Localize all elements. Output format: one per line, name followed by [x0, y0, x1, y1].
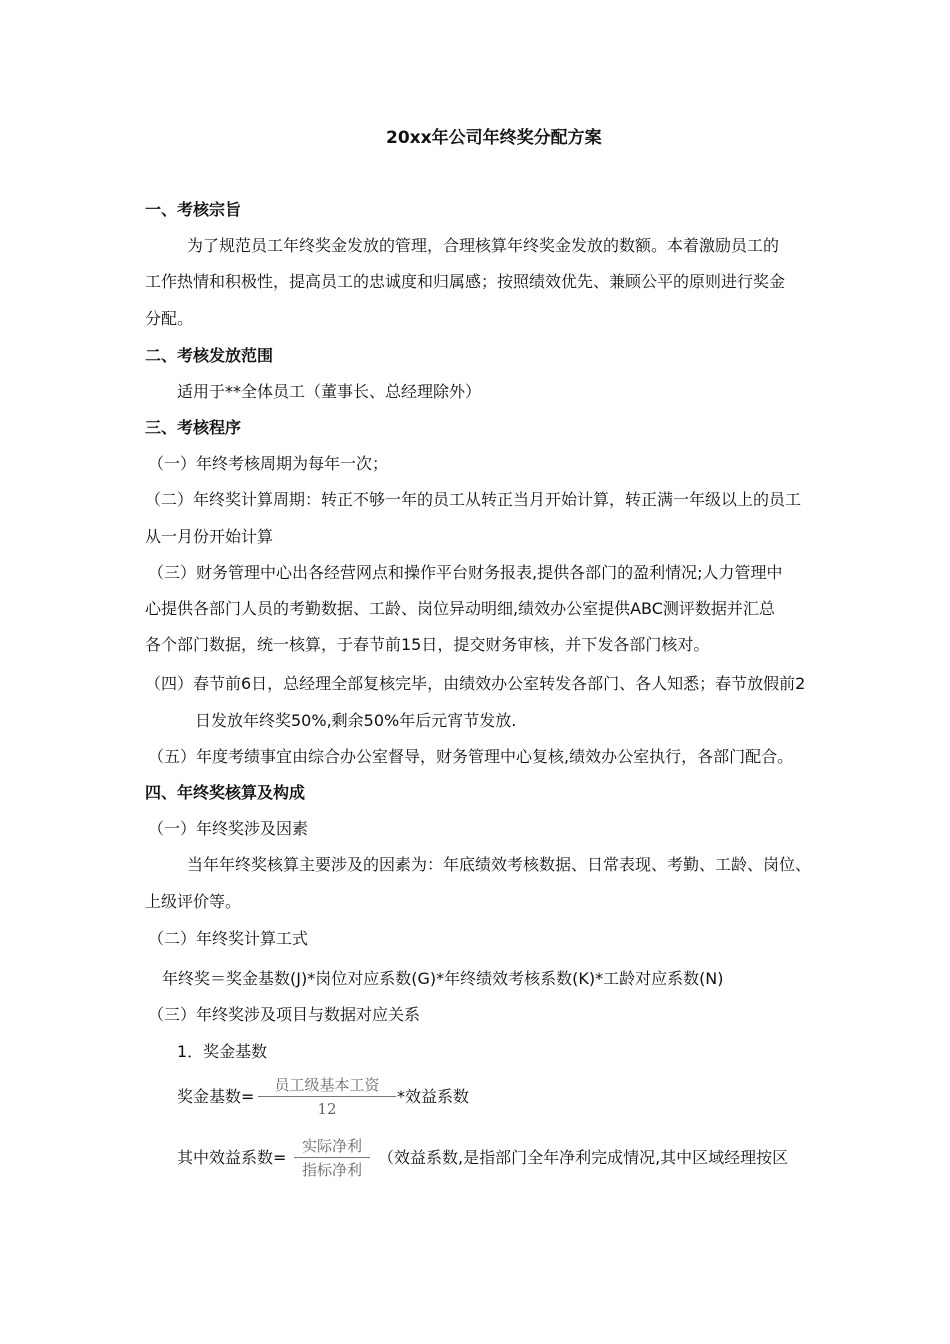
base-formula-label: 奖金基数= [177, 1087, 255, 1106]
procedure-item: （五）年度考绩事宜由综合办公室督导，财务管理中心复核,绩效办公室执行，各部门配合。 [148, 747, 794, 766]
procedure-item: （一）年终考核周期为每年一次； [148, 454, 389, 473]
list-item: 1．奖金基数 [177, 1042, 268, 1061]
efficiency-formula-label: 其中效益系数= [177, 1148, 287, 1167]
fraction-numerator: 员工级基本工资 [274, 1076, 380, 1094]
fraction-denominator: 指标净利 [301, 1161, 362, 1179]
section-heading-scope: 二、考核发放范围 [145, 346, 274, 365]
paragraph-line: 为了规范员工年终奖金发放的管理，合理核算年终奖金发放的数额。本着激励员工的 [187, 236, 780, 255]
efficiency-formula-note: （效益系数,是指部门全年净利完成情况,其中区域经理按区 [378, 1148, 789, 1167]
fraction-bar [258, 1096, 396, 1097]
fraction-denominator: 12 [317, 1100, 337, 1118]
fraction-numerator: 实际净利 [301, 1137, 362, 1155]
procedure-item: 各个部门数据，统一核算，于春节前15日，提交财务审核，并下发各部门核对。 [145, 635, 710, 654]
document-title: 20xx年公司年终奖分配方案 [386, 128, 602, 148]
procedure-item: 从一月份开始计算 [145, 527, 274, 546]
paragraph-line: 当年年终奖核算主要涉及的因素为：年底绩效考核数据、日常表现、考勤、工龄、岗位、 [187, 855, 812, 874]
subsection-heading: （二）年终奖计算工式 [148, 929, 309, 948]
subsection-heading: （三）年终奖涉及项目与数据对应关系 [148, 1005, 421, 1024]
fraction-bar [294, 1157, 370, 1158]
base-formula-suffix: *效益系数 [397, 1087, 470, 1106]
section-heading-procedure: 三、考核程序 [145, 418, 242, 437]
subsection-heading: （一）年终奖涉及因素 [148, 819, 309, 838]
paragraph-line: 工作热情和积极性，提高员工的忠诚度和归属感；按照绩效优先、兼顾公平的原则进行奖金 [145, 272, 786, 291]
procedure-item: 日发放年终奖50%,剩余50%年后元宵节发放. [195, 711, 517, 730]
procedure-item: 心提供各部门人员的考勤数据、工龄、岗位异动明细,绩效办公室提供ABC测评数据并汇总 [145, 599, 775, 618]
paragraph-line: 上级评价等。 [145, 892, 242, 911]
paragraph-line: 适用于**全体员工（董事长、总经理除外） [177, 382, 482, 401]
procedure-item: （三）财务管理中心出各经营网点和操作平台财务报表,提供各部门的盈利情况;人力管理中 [148, 563, 783, 582]
section-heading-calculation: 四、年终奖核算及构成 [145, 783, 306, 802]
paragraph-line: 分配。 [145, 309, 194, 328]
base-fraction [258, 1076, 396, 1118]
bonus-formula: 年终奖＝奖金基数(J)*岗位对应系数(G)*年终绩效考核系数(K)*工龄对应系数(N) [162, 969, 724, 988]
procedure-item: （四）春节前6日，总经理全部复核完毕，由绩效办公室转发各部门、各人知悉；春节放假前2 [145, 674, 806, 693]
procedure-item: （二）年终奖计算周期：转正不够一年的员工从转正当月开始计算，转正满一年级以上的员工 [145, 490, 802, 509]
efficiency-fraction [294, 1137, 370, 1179]
section-heading-purpose: 一、考核宗旨 [145, 200, 242, 219]
